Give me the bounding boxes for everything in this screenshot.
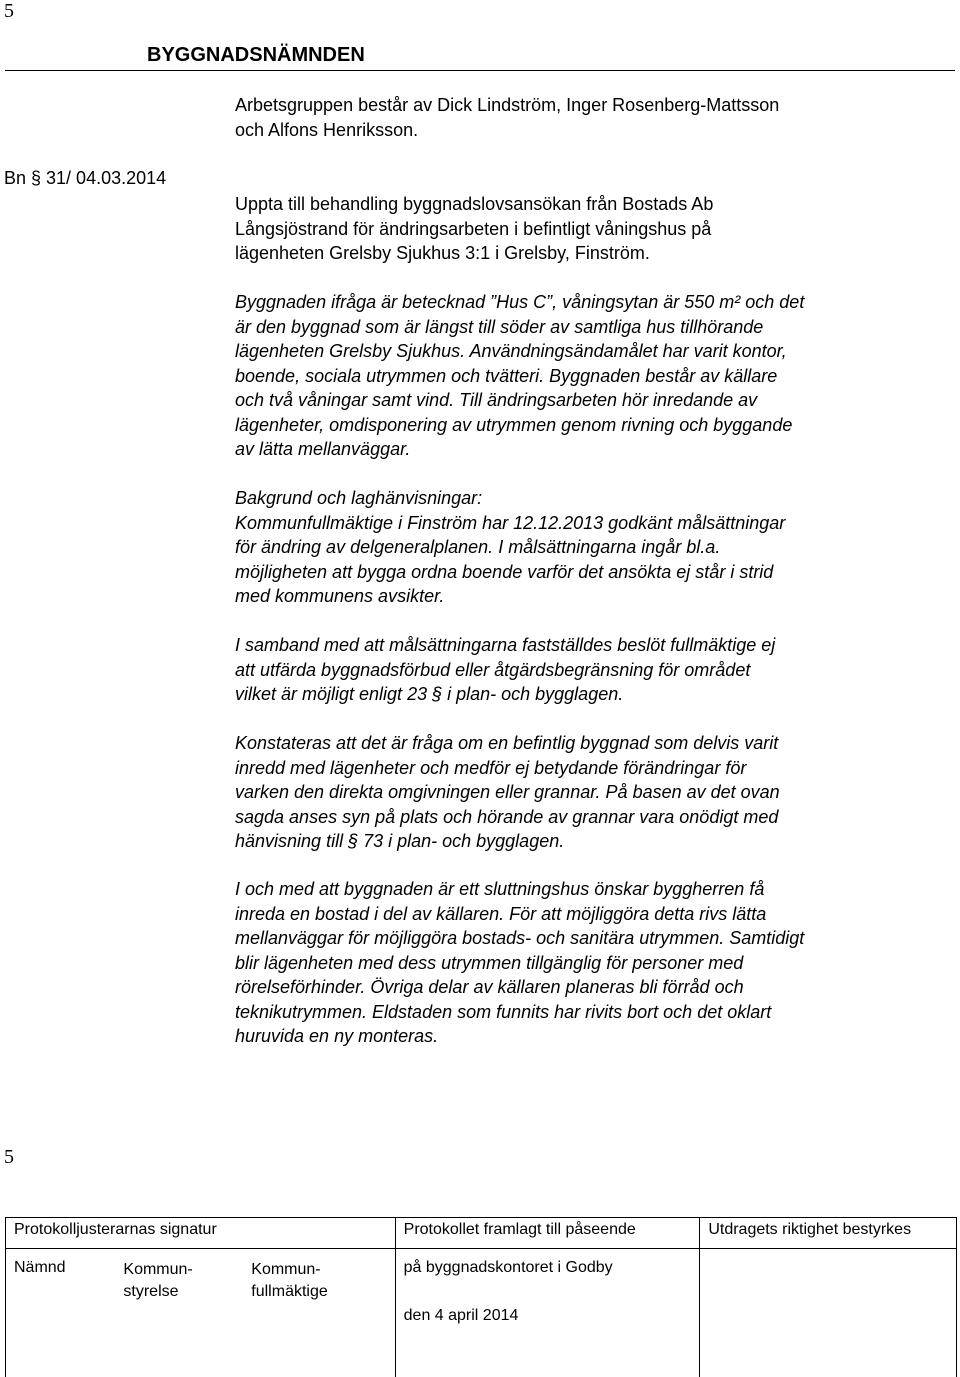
footer-certified-cell: [700, 1249, 957, 1377]
text-line: hänvisning till § 73 i plan- och bygglagen.: [235, 829, 935, 854]
footer-header-certified: Utdragets riktighet bestyrkes: [700, 1218, 957, 1249]
footer-posting-info: [395, 1249, 700, 1377]
posting-place: på byggnadskontoret i Godby: [404, 1259, 700, 1277]
signature-footer-table: [5, 1217, 957, 1377]
kommunstyrelse-label: Kommun- styrelse: [123, 1259, 192, 1303]
footer-header-posted: Protokollet framlagt till påseende: [395, 1218, 700, 1249]
kommunfullmaktige-label: Kommun- fullmäktige: [251, 1259, 327, 1303]
page-title: BYGGNADSNÄMNDEN: [147, 44, 365, 67]
text-line: Långsjöstrand för ändringsarbeten i befintligt våningshus på: [235, 217, 935, 242]
text-line: boende, sociala utrymmen och tvätteri. Byggnaden består av källare: [235, 364, 935, 389]
text-line: med kommunens avsikter.: [235, 584, 935, 609]
page-number-top: 5: [4, 0, 14, 23]
text-line: Kommunfullmäktige i Finström har 12.12.2013 godkänt målsättningar: [235, 511, 935, 536]
paragraph-6: [235, 877, 935, 1049]
text-line: lägenheten Grelsby Sjukhus. Användningsändamålet har varit kontor,: [235, 339, 935, 364]
text-line: Uppta till behandling byggnadslovsansökan från Bostads Ab: [235, 192, 935, 217]
paragraph-1: [235, 192, 935, 266]
intro-paragraph: [235, 93, 935, 142]
text-line: lägenheten Grelsby Sjukhus 3:1 i Grelsby, Finström.: [235, 241, 935, 266]
text-line: för ändring av delgeneralplanen. I målsättningarna ingår bl.a.: [235, 535, 935, 560]
text-line: är den byggnad som är längst till söder av samtliga hus tillhörande: [235, 315, 935, 340]
text-line: teknikutrymmen. Eldstaden som funnits har rivits bort och det oklart: [235, 1000, 935, 1025]
text-line: att utfärda byggnadsförbud eller åtgärdsbegränsning för området: [235, 658, 935, 683]
text-line: Bakgrund och laghänvisningar:: [235, 486, 935, 511]
text-line: och Alfons Henriksson.: [235, 118, 935, 143]
footer-header-signature: Protokolljusterarnas signatur: [6, 1218, 396, 1249]
footer-kommunfullmaktige: [243, 1249, 395, 1377]
text-line: blir lägenheten med dess utrymmen tillgänglig för personer med: [235, 951, 935, 976]
text-line: och två våningar samt vind. Till ändringsarbeten hör inredande av: [235, 388, 935, 413]
text-line: inreda en bostad i del av källaren. För att möjliggöra detta rivs lätta: [235, 902, 935, 927]
page-number-bottom: 5: [4, 1146, 14, 1169]
text-line: Byggnaden ifråga är betecknad ”Hus C”, våningsytan är 550 m² och det: [235, 290, 935, 315]
paragraph-4: [235, 633, 935, 707]
text-line: av lätta mellanväggar.: [235, 437, 935, 462]
posting-date: den 4 april 2014: [404, 1307, 700, 1325]
namnd-label: Nämnd: [14, 1259, 66, 1276]
text-line: vilket är möjligt enligt 23 § i plan- och bygglagen.: [235, 682, 935, 707]
text-line: Konstateras att det är fråga om en befintlig byggnad som delvis varit: [235, 731, 935, 756]
paragraph-3: [235, 486, 935, 609]
text-line: rörelseförhinder. Övriga delar av källaren planeras bli förråd och: [235, 975, 935, 1000]
text-line: sagda anses syn på plats och hörande av grannar vara onödigt med: [235, 805, 935, 830]
header-divider: [5, 70, 955, 71]
text-line: huruvida en ny monteras.: [235, 1024, 935, 1049]
text-line: möjligheten att bygga ordna boende varför det ansökta ej står i strid: [235, 560, 935, 585]
text-line: varken den direkta omgivningen eller grannar. På basen av det ovan: [235, 780, 935, 805]
footer-kommunstyrelse: [115, 1249, 243, 1377]
paragraph-2: [235, 290, 935, 462]
text-line: inredd med lägenheter och medför ej betydande förändringar för: [235, 756, 935, 781]
text-line: lägenheter, omdisponering av utrymmen genom rivning och byggande: [235, 413, 935, 438]
footer-namnd: [6, 1249, 116, 1377]
text-line: Arbetsgruppen består av Dick Lindström, Inger Rosenberg-Mattsson: [235, 93, 935, 118]
text-line: mellanväggar för möjliggöra bostads- och sanitära utrymmen. Samtidigt: [235, 926, 935, 951]
paragraph-5: [235, 731, 935, 854]
text-line: I samband med att målsättningarna fastställdes beslöt fullmäktige ej: [235, 633, 935, 658]
text-line: I och med att byggnaden är ett sluttningshus önskar byggherren få: [235, 877, 935, 902]
section-reference: Bn § 31/ 04.03.2014: [4, 168, 166, 189]
